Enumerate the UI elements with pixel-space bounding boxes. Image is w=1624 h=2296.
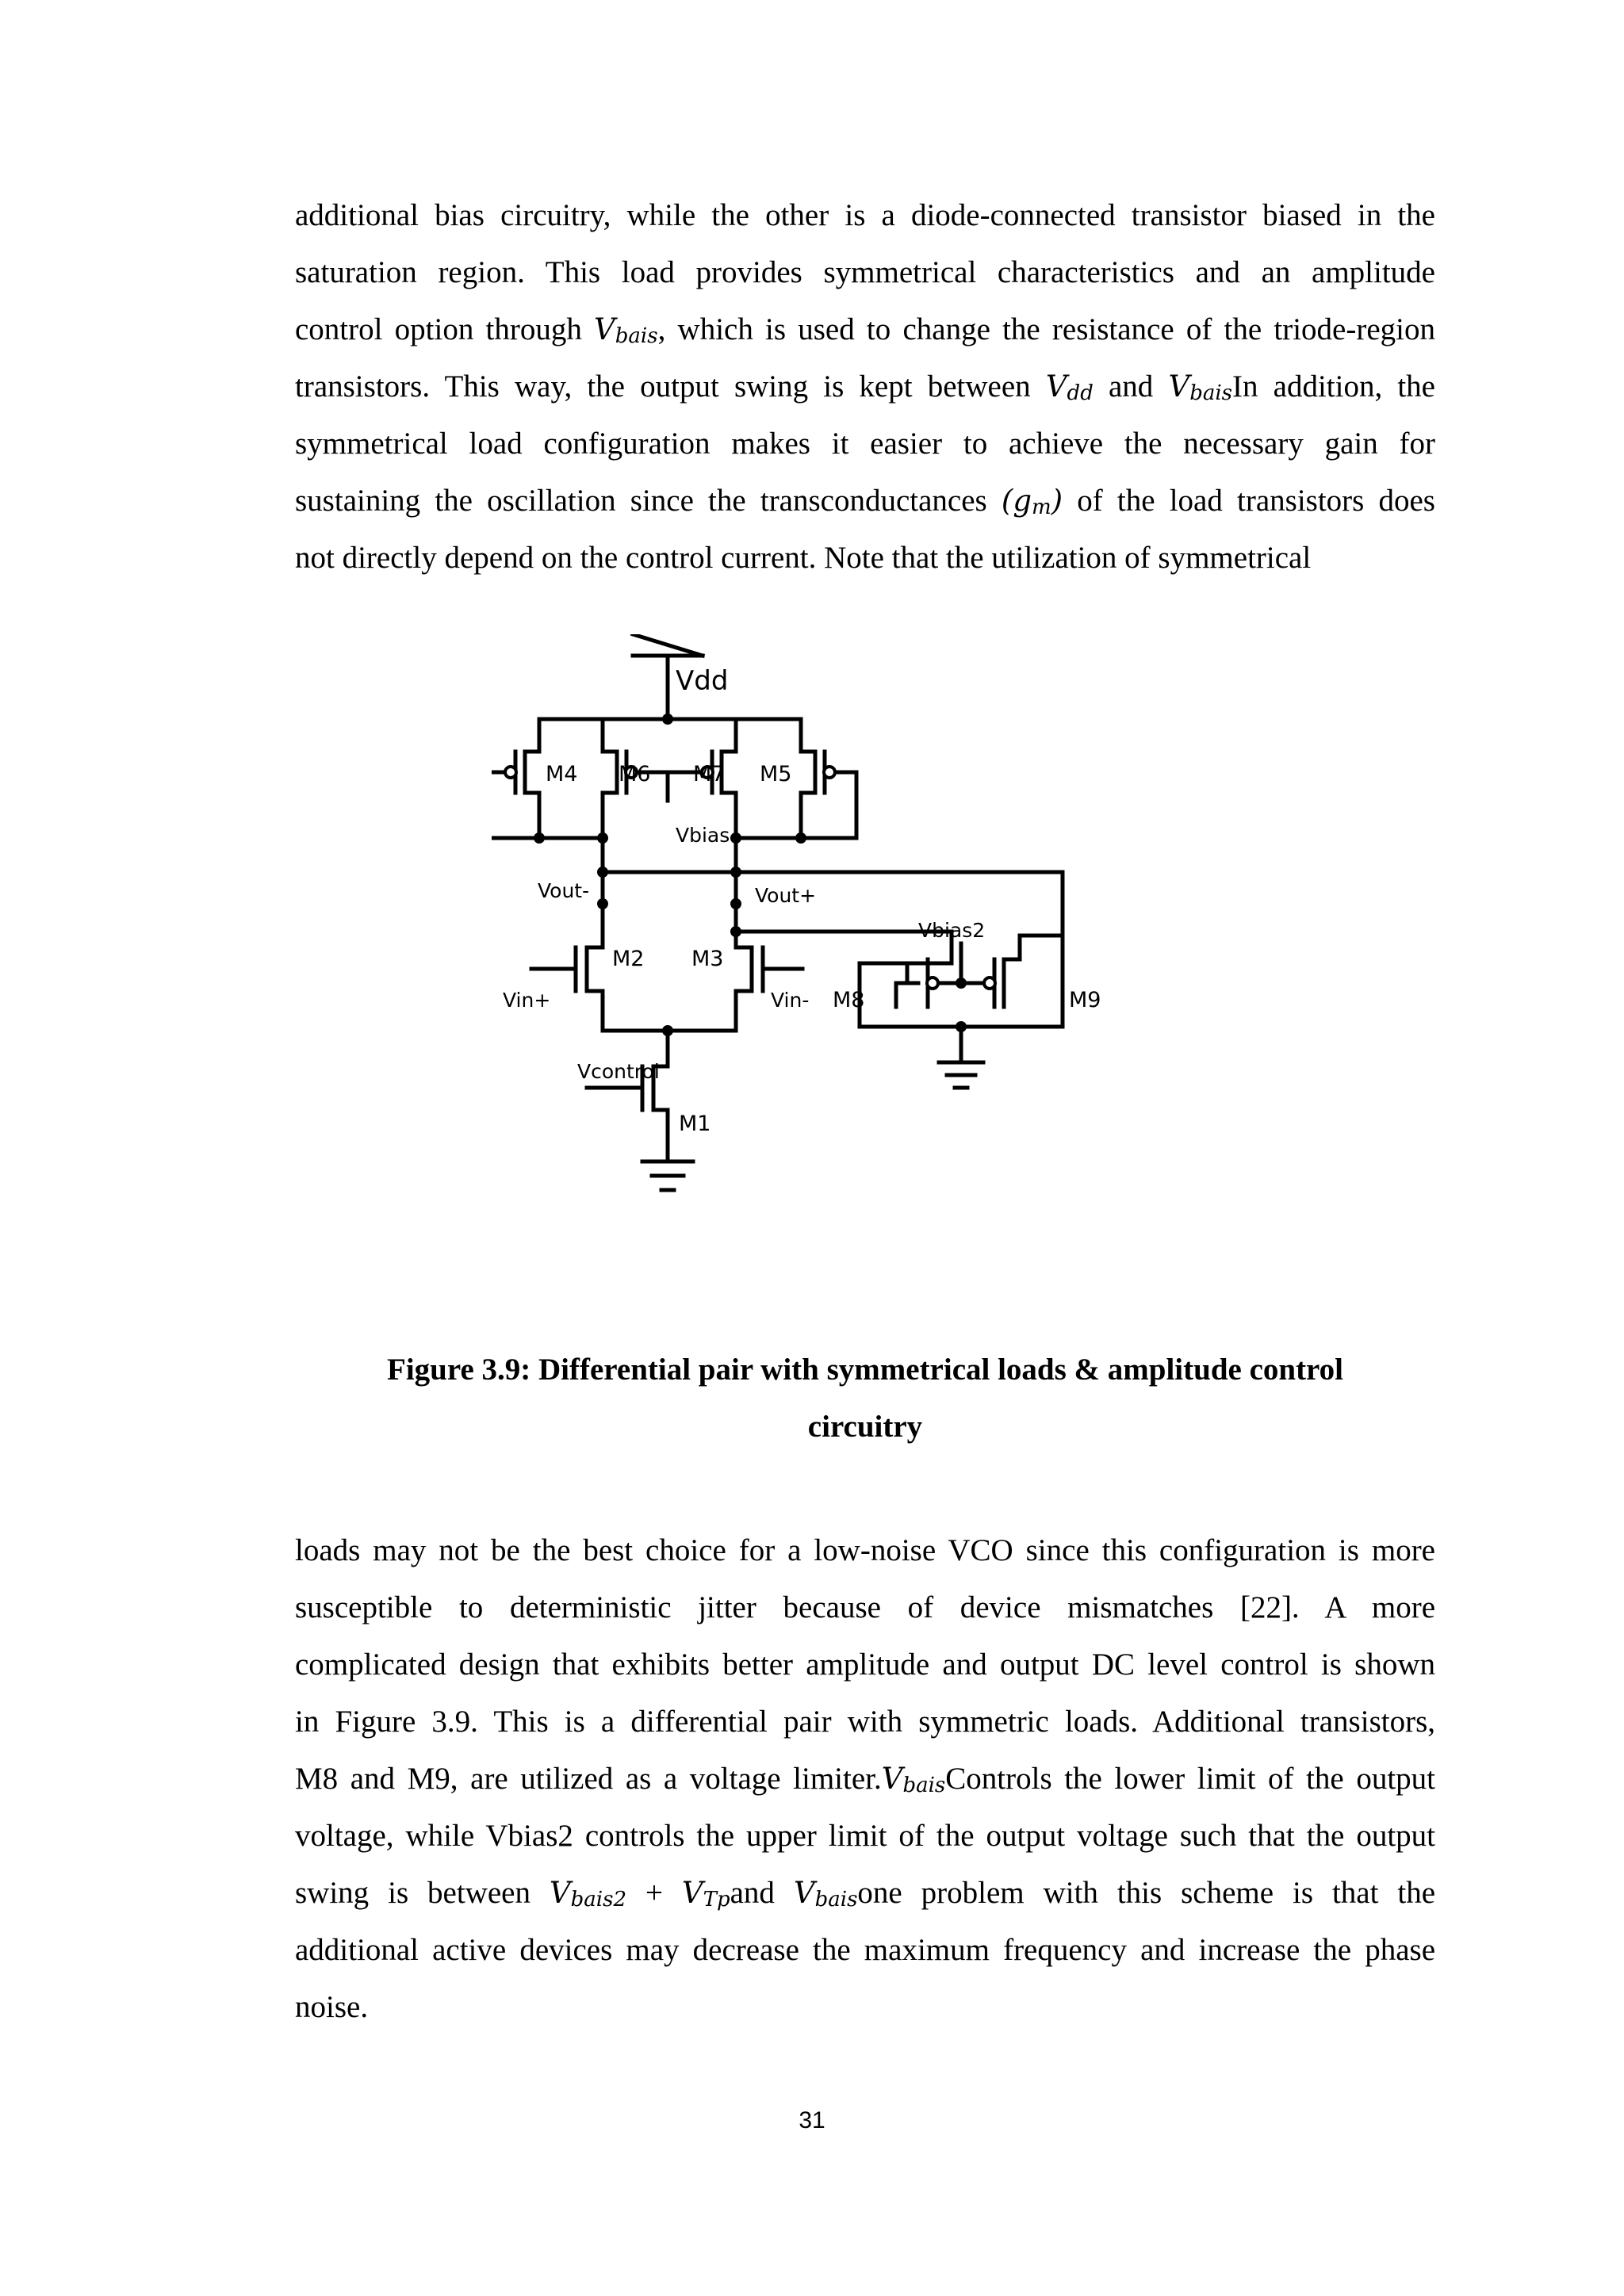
label-vin-plus: Vin+ [503, 989, 551, 1012]
label-m2: M2 [612, 947, 645, 971]
caption-line: circuitry [807, 1410, 923, 1444]
text-line [295, 473, 1435, 530]
label-vcontrol: Vcontrol [577, 1060, 660, 1083]
body-paragraph-top [295, 187, 1435, 587]
text-run: M8 and M9, are utilized as a voltage limiter. [295, 1762, 882, 1796]
label-m9: M9 [1069, 988, 1101, 1012]
label-vout-plus: Vout+ [755, 884, 817, 907]
figure-caption [295, 1341, 1435, 1456]
math-variable: $V_{bais}$ [1168, 369, 1232, 405]
text-run: and [1093, 369, 1169, 404]
text-line [295, 301, 1435, 358]
text-line [295, 1751, 1435, 1808]
label-m5: M5 [760, 762, 792, 786]
label-m1: M1 [679, 1112, 711, 1136]
label-m6: M6 [619, 762, 651, 786]
text-line: noise. [295, 1990, 369, 2024]
text-run: transistors. This way, the output swing is kept between [295, 369, 1046, 404]
text-run: control option through [295, 312, 595, 346]
math-variable: $V_{bais}$ [594, 312, 658, 348]
label-vbias2: Vbias2 [918, 919, 986, 942]
math-variable: $(g_m)$ [1001, 484, 1063, 519]
text-line: additional active devices may decrease the maximum frequency and increase the phase [295, 1933, 1435, 1967]
text-run: swing is between [295, 1876, 550, 1910]
math-variable: $V_{dd}$ [1045, 369, 1094, 405]
math-variable: $V_{Tp}$ [681, 1876, 730, 1911]
label-vout-minus: Vout- [538, 879, 590, 902]
text-run: of the load transistors does [1063, 484, 1435, 518]
label-m7: M7 [693, 762, 726, 786]
text-line: symmetrical load configuration makes it easier to achieve the necessary gain for [295, 427, 1435, 461]
text-line: additional bias circuitry, while the other is a diode-connected transistor biased in the [295, 198, 1435, 232]
math-variable: $V_{bais}$ [881, 1762, 946, 1797]
body-paragraph-bottom [295, 1522, 1435, 2036]
circuit-schematic [492, 634, 1221, 1284]
text-line: susceptible to deterministic jitter because of device mismatches [22]. A more [295, 1590, 1435, 1624]
math-variable: $V_{bais2}$ [549, 1876, 627, 1911]
label-vdd: Vdd [676, 665, 729, 697]
caption-line: Figure 3.9: Differential pair with symmetrical loads & amplitude control [387, 1353, 1343, 1387]
text-run: + [626, 1876, 682, 1910]
text-line: saturation region. This load provides symmetrical characteristics and an amplitude [295, 255, 1435, 289]
label-m3: M3 [691, 947, 724, 971]
page-number: 31 [799, 2107, 825, 2133]
text-line: voltage, while Vbias2 controls the upper limit of the output voltage such that the output [295, 1819, 1435, 1853]
text-run: sustaining the oscillation since the transconductances [295, 484, 1002, 518]
label-m4: M4 [546, 762, 578, 786]
text-run: Controls the lower limit of the output [945, 1762, 1435, 1796]
text-run: In addition, the [1232, 369, 1435, 404]
text-line: loads may not be the best choice for a low-noise VCO since this configuration is more [295, 1533, 1435, 1567]
math-variable: $V_{bais}$ [793, 1876, 858, 1911]
label-vbias: Vbias [676, 824, 730, 847]
label-vin-minus: Vin- [771, 989, 810, 1012]
text-run: one problem with this scheme is that the [857, 1876, 1436, 1910]
text-line [295, 1865, 1435, 1922]
text-line: not directly depend on the control current. Note that the utilization of symmetrical [295, 541, 1312, 575]
text-run: and [730, 1876, 794, 1910]
text-line [295, 358, 1435, 415]
label-m8: M8 [833, 988, 865, 1012]
text-line: complicated design that exhibits better amplitude and output DC level control is shown [295, 1647, 1435, 1682]
text-run: , which is used to change the resistance of the triode-region [657, 312, 1435, 346]
text-line: in Figure 3.9. This is a differential pair with symmetric loads. Additional transistors, [295, 1705, 1435, 1739]
